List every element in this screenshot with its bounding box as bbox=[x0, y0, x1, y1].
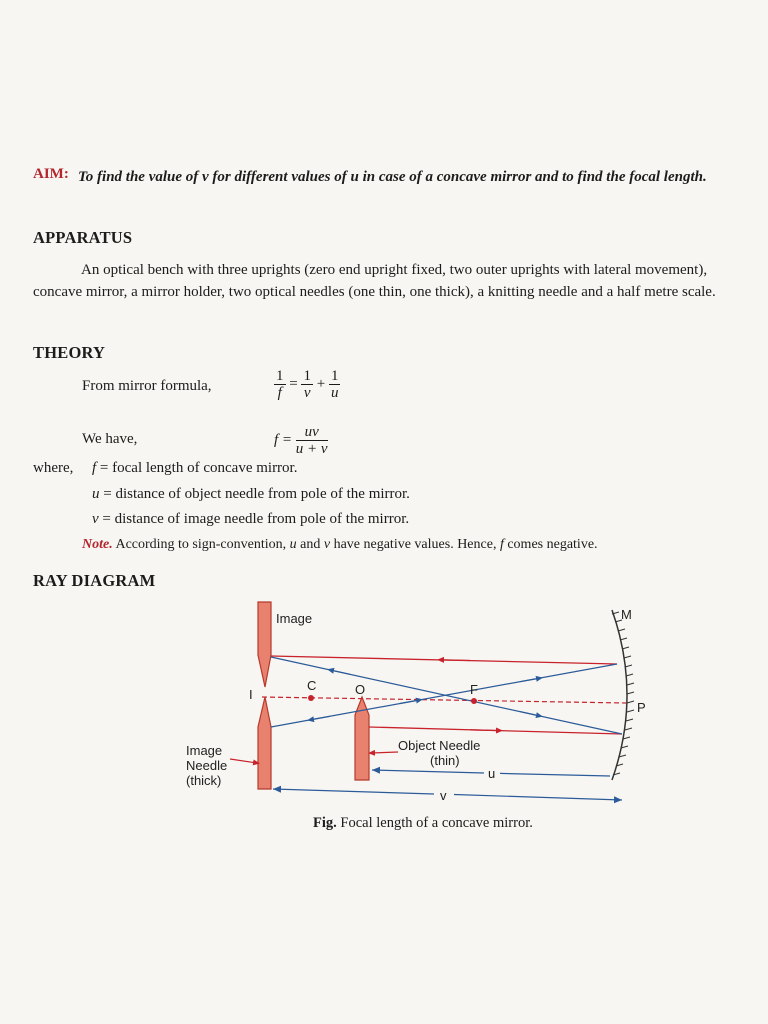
ray-blue-1-arrow-left bbox=[330, 670, 350, 674]
label-p: P bbox=[637, 700, 646, 715]
fraction-1-over-f: $\frac{1}{f}$ bbox=[276, 368, 284, 401]
label-o: O bbox=[355, 682, 366, 697]
mirror-formula: $\frac{1}{f}$ = $\frac{1}{v}$ + $\frac{1}{u}$ bbox=[276, 368, 339, 401]
label-f: F bbox=[470, 682, 478, 697]
label-image-needle-1: Image bbox=[186, 743, 223, 758]
ray-top-arrow bbox=[440, 660, 470, 661]
label-v: v bbox=[440, 788, 447, 803]
ray-bottom-arrow bbox=[470, 730, 500, 731]
u-distance-arrow-left bbox=[372, 770, 484, 773]
we-have-label: We have, bbox=[82, 431, 138, 447]
point-f bbox=[471, 698, 477, 704]
principal-axis bbox=[262, 697, 626, 703]
image-needle-lower bbox=[258, 697, 271, 789]
label-image: Image bbox=[276, 611, 313, 626]
formula-label: From mirror formula, bbox=[82, 378, 212, 394]
point-c bbox=[308, 695, 314, 701]
label-object-needle-1: Object Needle bbox=[398, 738, 481, 753]
definition-f: f = focal length of concave mirror. bbox=[92, 460, 298, 476]
label-i: I bbox=[249, 687, 253, 702]
concave-mirror bbox=[612, 610, 627, 780]
v-distance-arrow-right bbox=[454, 795, 622, 801]
apparatus-text: An optical bench with three uprights (zero end upright fixed, two outer uprights with lateral movement), concave mirror, a mirror holder, two optical needles (one thin, one thick), a knitting needle and a half metre scale. bbox=[33, 262, 716, 300]
object-needle-pointer bbox=[371, 752, 398, 753]
image-needle-upper bbox=[258, 602, 271, 687]
sign-convention-note: Note. According to sign-convention, u and v have negative values. Hence, f comes negative. bbox=[82, 537, 598, 552]
label-image-needle-2: Needle bbox=[186, 758, 228, 773]
ray-blue-2-arrow-left bbox=[310, 716, 330, 720]
theory-heading: THEORY bbox=[33, 343, 106, 362]
figure-caption: Fig. Focal length of a concave mirror. bbox=[313, 815, 533, 831]
mirror-hatching bbox=[612, 612, 634, 775]
fraction-uv-over-u-plus-v: $\frac{uv}{u + v}$ bbox=[295, 424, 328, 457]
definition-u: u = distance of object needle from pole of the mirror. bbox=[92, 486, 410, 502]
ray-blue-2-arrow-right bbox=[520, 678, 540, 682]
aim-text: To find the value of v for different values of u in case of a concave mirror and to find the focal length. bbox=[78, 169, 707, 185]
u-distance-arrow-right bbox=[500, 773, 610, 776]
label-m: M bbox=[621, 607, 632, 622]
label-object-needle-2: (thin) bbox=[430, 753, 460, 768]
ray-blue-1-arrow-right bbox=[520, 712, 540, 716]
label-image-needle-3: (thick) bbox=[186, 773, 222, 788]
v-distance-arrow-left bbox=[273, 789, 434, 794]
definition-v: v = distance of image needle from pole of the mirror. bbox=[92, 511, 410, 527]
apparatus-heading: APPARATUS bbox=[33, 228, 133, 247]
focal-length-formula: f = $\frac{uv}{u + v}$ bbox=[274, 424, 328, 457]
label-c: C bbox=[307, 678, 317, 693]
ray-blue-2-arrow-mid bbox=[400, 700, 420, 704]
image-needle-pointer bbox=[230, 759, 257, 763]
label-u: u bbox=[488, 766, 496, 781]
ray-diagram-heading: RAY DIAGRAM bbox=[33, 571, 156, 590]
fraction-1-over-u: $\frac{1}{u}$ bbox=[330, 368, 339, 401]
aim-label: AIM: bbox=[33, 166, 69, 182]
fraction-1-over-v: $\frac{1}{v}$ bbox=[303, 368, 311, 401]
where-label: where, bbox=[33, 460, 74, 476]
